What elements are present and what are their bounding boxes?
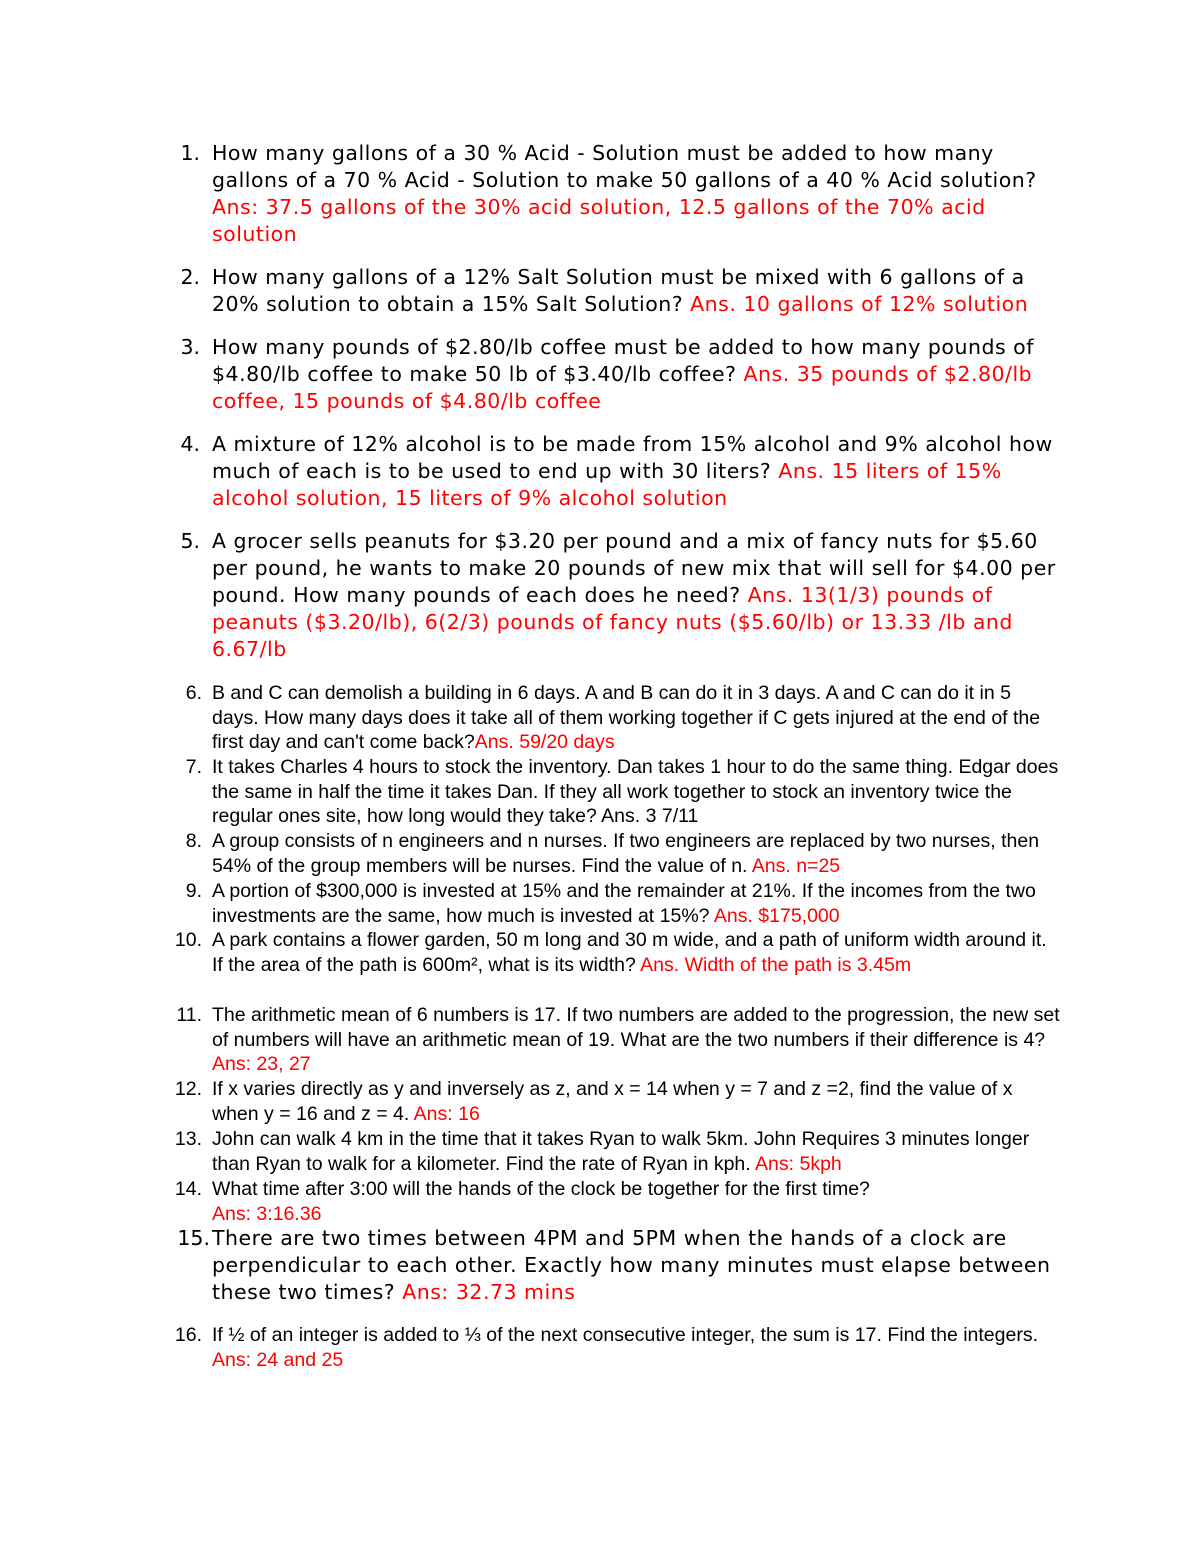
question-text: B and C can demolish a building in 6 days. A and B can do it in 3 days. A and C can do it in 5 days. How many days does it take all of them working together if C gets injured at the end of the first day and can't come back? [212, 682, 1041, 754]
answer-text: Ans. 13(1/3) pounds of peanuts ($3.20/lb), 6(2/3) pounds of fancy nuts ($5.60/lb) or 13.33 /lb and 6.67/lb [212, 583, 1013, 661]
problem-text [212, 681, 1062, 755]
problem-number: 12. [174, 1078, 202, 1100]
problem-text [212, 1003, 1062, 1077]
question-text: What time after 3:00 will the hands of the clock be together for the first time? [212, 1178, 870, 1200]
question-text: John can walk 4 km in the time that it takes Ryan to walk 5km. John Requires 3 minutes longer than Ryan to walk for a kilometer. Find the rate of Ryan in kph. [212, 1128, 1030, 1175]
question-text: A grocer sells peanuts for $3.20 per pound and a mix of fancy nuts for $5.60 per pound, he wants to make 20 pounds of new mix that will sell for $4.00 per pound. How many pounds of each does he need? [212, 529, 1056, 607]
problem-number: 5. [180, 529, 200, 553]
answer-text: Ans. $175,000 [713, 904, 840, 927]
problem-text [212, 334, 1072, 415]
problem-text [212, 879, 1062, 928]
problem-text [212, 1225, 1072, 1306]
problem-text [212, 1323, 1062, 1372]
question-text: If x varies directly as y and inversely as z, and x = 14 when y = 7 and z =2, find the value of x when y = 16 and z = 4. [212, 1078, 1013, 1125]
problem-number: 1. [180, 141, 200, 165]
question-text: How many gallons of a 30 % Acid - Solution must be added to how many gallons of a 70 % Acid - Solution to make 50 gallons of a 40 % Acid solution? [212, 141, 1037, 192]
problem-number: 2. [180, 265, 200, 289]
answer-text: Ans: 37.5 gallons of the 30% acid solution, 12.5 gallons of the 70% acid solution [212, 195, 986, 246]
question-text: A portion of $300,000 is invested at 15% and the remainder at 21%. If the incomes from the two investments are the same, how much is invested at 15%? [212, 880, 1036, 927]
problem-number: 7. [185, 756, 202, 778]
question-text: It takes Charles 4 hours to stock the inventory. Dan takes 1 hour to do the same thing. Edgar does the same in half the time it takes Dan. If they all work together to stock an inventory twice the regular ones site, how long would they take? Ans. 3 7/11 [212, 756, 1059, 828]
answer-text: Ans: 32.73 mins [402, 1280, 576, 1304]
answer-text: Ans. n=25 [751, 854, 841, 877]
problem-text [212, 1177, 1062, 1226]
problem-number: 3. [180, 335, 200, 359]
question-text: A park contains a flower garden, 50 m long and 30 m wide, and a path of uniform width around it. If the area of the path is 600m², what is its width? [212, 929, 1047, 976]
question-text: The arithmetic mean of 6 numbers is 17. If two numbers are added to the progression, the new set of numbers will have an arithmetic mean of 19. What are the two numbers if their difference is 4? [212, 1004, 1060, 1051]
problem-number: 11. [176, 1004, 202, 1026]
problem-text [212, 1077, 1062, 1126]
answer-text: Ans: 16 [413, 1102, 480, 1125]
problem-text [212, 431, 1072, 512]
problem-number: 10. [174, 929, 202, 951]
problem-text [212, 1127, 1062, 1176]
answer-text: Ans. 10 gallons of 12% solution [690, 292, 1029, 316]
answer-text: Ans. 15 liters of 15% alcohol solution, 15 liters of 9% alcohol solution [212, 459, 1002, 510]
question-text: How many pounds of $2.80/lb coffee must be added to how many pounds of $4.80/lb coffee to make 50 lb of $3.40/lb coffee? [212, 335, 1034, 386]
problem-text [212, 755, 1062, 829]
problem-text [212, 528, 1072, 663]
problem-number: 6. [185, 682, 202, 704]
question-text: If ½ of an integer is added to ⅓ of the next consecutive integer, the sum is 17. Find the integers. [212, 1324, 1038, 1346]
question-text: There are two times between 4PM and 5PM when the hands of a clock are perpendicular to each other. Exactly how many minutes must elapse between these two times? [212, 1226, 1051, 1304]
answer-text: Ans: 3:16.36 [212, 1202, 322, 1225]
problem-number: 13. [174, 1128, 202, 1150]
problem-number: 8. [185, 830, 202, 852]
problem-number: 16. [174, 1324, 202, 1346]
problem-number: 9. [185, 880, 202, 902]
problem-text [212, 829, 1062, 878]
problem-number: 15. [177, 1226, 210, 1250]
problem-number: 14. [174, 1178, 202, 1200]
answer-text: Ans: 24 and 25 [212, 1348, 344, 1371]
problem-number: 4. [180, 432, 200, 456]
problem-text [212, 264, 1072, 318]
problem-text [212, 140, 1072, 248]
answer-text: Ans. Width of the path is 3.45m [640, 953, 912, 976]
answer-text: Ans: 23, 27 [212, 1053, 311, 1076]
question-text: A group consists of n engineers and n nurses. If two engineers are replaced by two nurses, then 54% of the group members will be nurses. Find the value of n. [212, 830, 1040, 877]
answer-text: Ans. 59/20 days [474, 731, 615, 754]
problem-text [212, 928, 1062, 977]
question-text: A mixture of 12% alcohol is to be made from 15% alcohol and 9% alcohol how much of each is to be used to end up with 30 liters? [212, 432, 1053, 483]
answer-text: Ans: 5kph [755, 1152, 842, 1175]
question-text: How many gallons of a 12% Salt Solution must be mixed with 6 gallons of a 20% solution to obtain a 15% Salt Solution? [212, 265, 1025, 316]
answer-text: Ans. 35 pounds of $2.80/lb coffee, 15 pounds of $4.80/lb coffee [212, 362, 1033, 413]
